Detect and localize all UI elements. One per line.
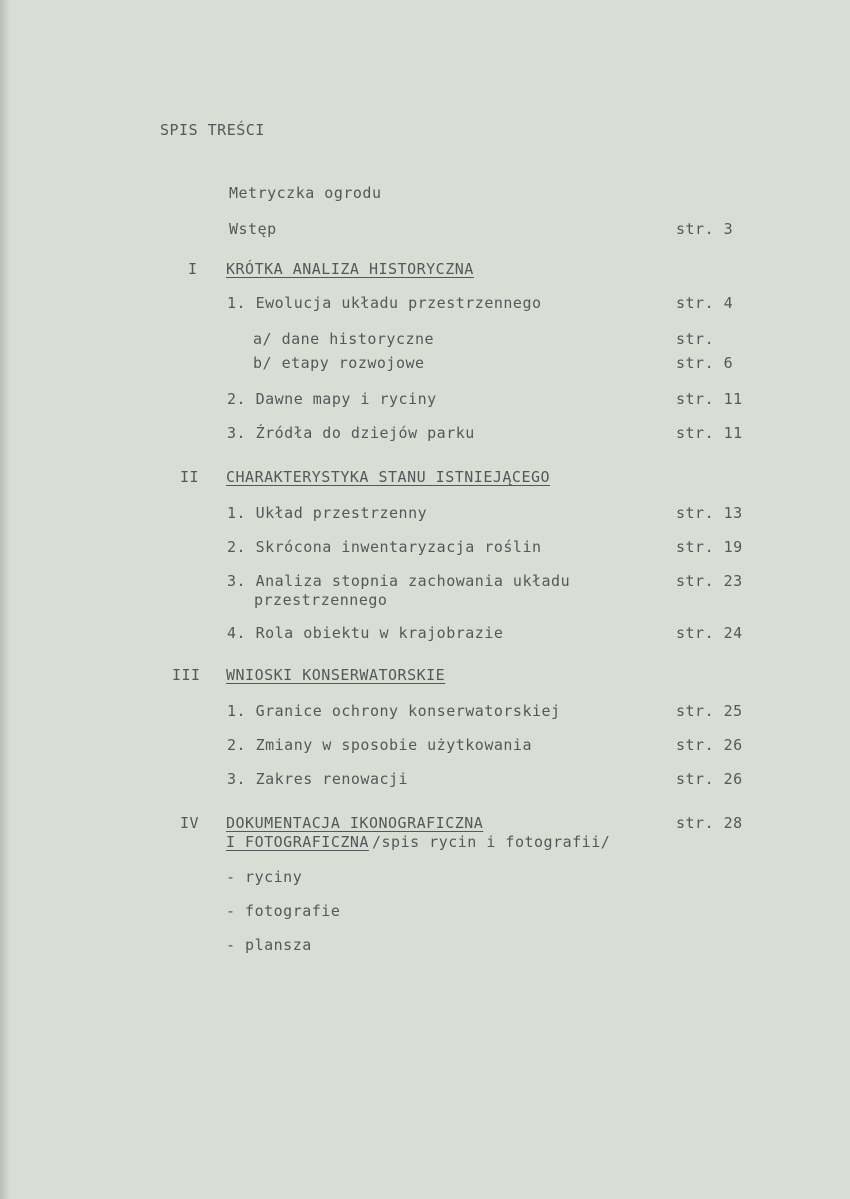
section-numeral-2: II [180, 468, 200, 486]
toc-subentry: a/ dane historyczne [253, 330, 435, 348]
section-title-4-line2: I FOTOGRAFICZNA [226, 833, 369, 851]
list-item: - fotografie [226, 902, 341, 920]
toc-page-number: str. 23 [676, 572, 743, 590]
toc-entry: 1. Granice ochrony konserwatorskiej [227, 702, 561, 720]
section-numeral-4: IV [180, 814, 200, 832]
toc-entry: 4. Rola obiektu w krajobrazie [227, 624, 504, 642]
page-edge-shadow [0, 0, 10, 1199]
toc-entry-wstep: Wstęp [229, 220, 277, 238]
toc-entry: 3. Zakres renowacji [227, 770, 409, 788]
section-title-2: CHARAKTERYSTYKA STANU ISTNIEJĄCEGO [226, 468, 551, 486]
toc-page-number: str. [676, 330, 715, 348]
toc-entry: 3. Analiza stopnia zachowania układu [227, 572, 571, 590]
toc-page-number: str. 19 [676, 538, 743, 556]
section-title-1: KRÓTKA ANALIZA HISTORYCZNA [226, 260, 474, 278]
toc-page-number: str. 26 [676, 736, 743, 754]
toc-page-wstep: str. 3 [676, 220, 734, 238]
toc-page-number: str. 11 [676, 390, 743, 408]
section-title-3: WNIOSKI KONSERWATORSKIE [226, 666, 446, 684]
toc-entry: 2. Zmiany w sposobie użytkowania [227, 736, 532, 754]
section-title-4: DOKUMENTACJA IKONOGRAFICZNA [226, 814, 484, 832]
section-numeral-3: III [172, 666, 201, 684]
toc-entry-continuation: przestrzennego [254, 591, 388, 609]
list-item: - ryciny [226, 868, 303, 886]
section-title-4-note: /spis rycin i fotografii/ [372, 833, 611, 851]
toc-entry: 1. Ewolucja układu przestrzennego [227, 294, 542, 312]
toc-page-number: str. 26 [676, 770, 743, 788]
toc-page-number: str. 11 [676, 424, 743, 442]
toc-entry-metryczka: Metryczka ogrodu [229, 184, 382, 202]
toc-page-number: str. 13 [676, 504, 743, 522]
toc-page-number: str. 25 [676, 702, 743, 720]
list-item: - plansza [226, 936, 312, 954]
page-title: SPIS TREŚCI [160, 121, 265, 139]
toc-entry: 2. Dawne mapy i ryciny [227, 390, 437, 408]
toc-entry: 3. Źródła do dziejów parku [227, 424, 475, 442]
toc-entry: 2. Skrócona inwentaryzacja roślin [227, 538, 542, 556]
toc-page-number: str. 24 [676, 624, 743, 642]
toc-page-number: str. 6 [676, 354, 734, 372]
section-numeral-1: I [188, 260, 198, 278]
toc-page-number: str. 4 [676, 294, 734, 312]
toc-page-number: str. 28 [676, 814, 743, 832]
toc-subentry: b/ etapy rozwojowe [253, 354, 425, 372]
toc-entry: 1. Układ przestrzenny [227, 504, 428, 522]
